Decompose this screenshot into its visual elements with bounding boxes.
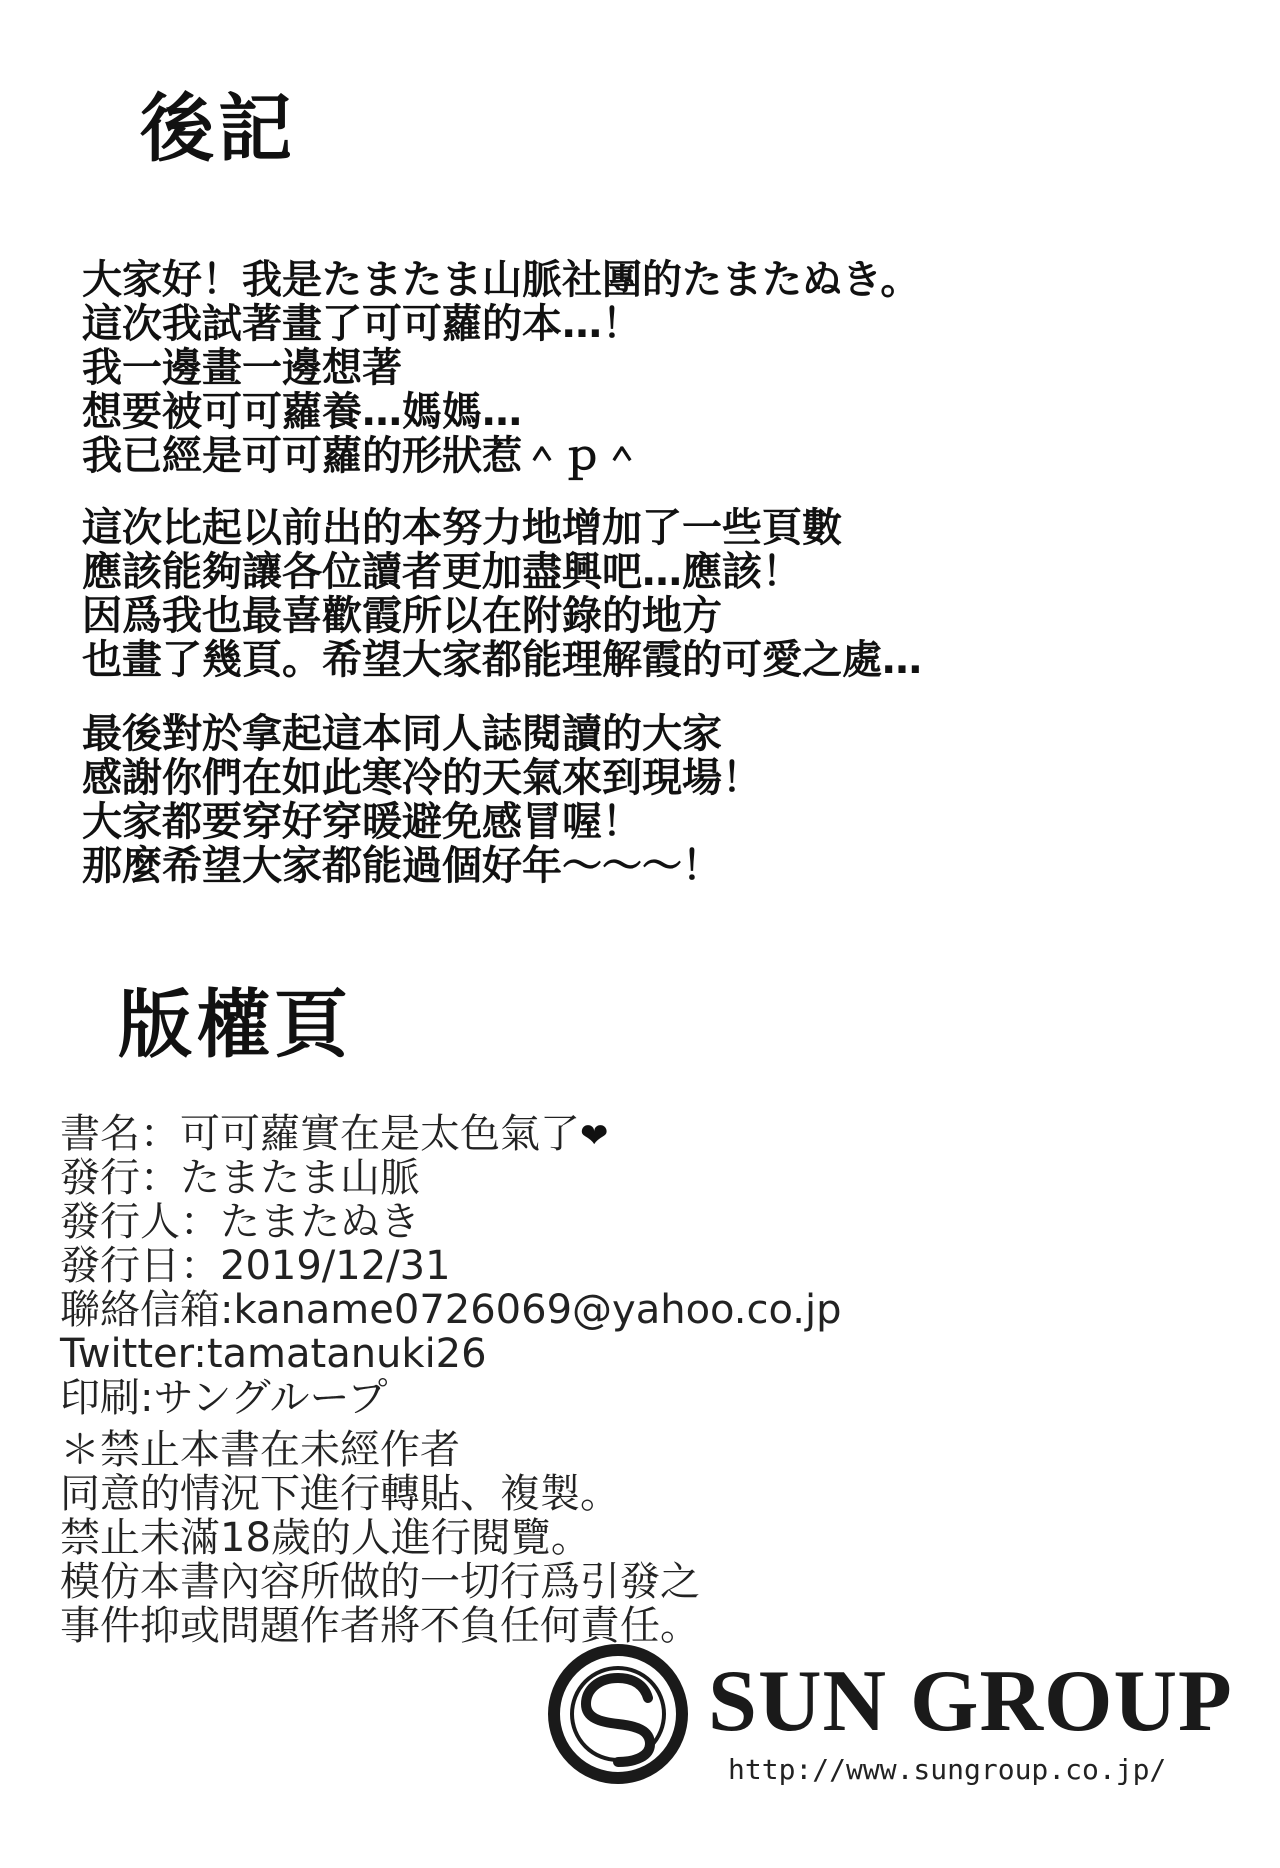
afterword-paragraph-2 [82,506,922,682]
legal-notice [60,1428,700,1648]
heart-icon: ❤ [580,1116,609,1156]
twitter-handle: Twitter:tamatanuki26 [60,1331,487,1377]
afterword-line: 想要被可可蘿養…媽媽… [82,389,522,435]
afterword-line: 最後對於拿起這本同人誌閱讀的大家 [82,711,722,757]
afterword-line: 這次比起以前出的本努力地增加了一些頁數 [82,505,842,551]
afterword-line: 因爲我也最喜歡霞所以在附錄的地方 [82,593,722,639]
logo-url: http://www.sungroup.co.jp/ [728,1753,1167,1786]
colophon [60,1112,842,1420]
notice-line: 同意的情況下進行轉貼、複製。 [60,1471,620,1517]
publish-date: 發行日：2019/12/31 [60,1243,451,1289]
sun-group-logo-icon [548,1644,688,1784]
afterword-title: 後記 [140,86,296,172]
notice-line: 禁止未滿18歲的人進行閱覽。 [60,1515,591,1561]
issuer: 發行人：たまたぬき [60,1199,420,1245]
contact-email: 聯絡信箱:kaname0726069@yahoo.co.jp [60,1287,842,1333]
afterword-line: 大家都要穿好穿暖避免感冒喔！ [82,799,642,845]
sun-group-logo [548,1644,1248,1794]
book-name: 可可蘿實在是太色氣了 [180,1111,580,1157]
printer: 印刷:サングループ [60,1375,388,1421]
logo-name: SUN GROUP [708,1653,1233,1750]
copyright-title: 版權頁 [118,982,352,1068]
afterword-line: 我一邊畫一邊想著 [82,345,402,391]
afterword-paragraph-3 [82,712,762,888]
afterword-line: 這次我試著畫了可可蘿的本…！ [82,301,642,347]
afterword-line: 大家好！我是たまたま山脈社團的たまたぬき。 [82,257,921,303]
afterword-line: 應該能夠讓各位讀者更加盡興吧…應該！ [82,549,802,595]
notice-line: ＊禁止本書在未經作者 [60,1427,460,1473]
afterword-line: 我已經是可可蘿的形狀惹＾ｐ＾ [82,433,642,479]
afterword-line: 那麼希望大家都能過個好年～～～！ [82,843,722,889]
notice-line: 模仿本書內容所做的一切行爲引發之 [60,1559,700,1605]
publisher: 發行：たまたま山脈 [60,1155,420,1201]
notice-line: 事件抑或問題作者將不負任何責任。 [60,1603,700,1649]
book-name-row [60,1112,842,1156]
afterword-line: 感謝你們在如此寒冷的天氣來到現場！ [82,755,762,801]
book-name-label: 書名： [60,1111,180,1157]
afterword-paragraph-1 [82,258,920,478]
afterword-line: 也畫了幾頁。希望大家都能理解霞的可愛之處… [82,637,922,683]
